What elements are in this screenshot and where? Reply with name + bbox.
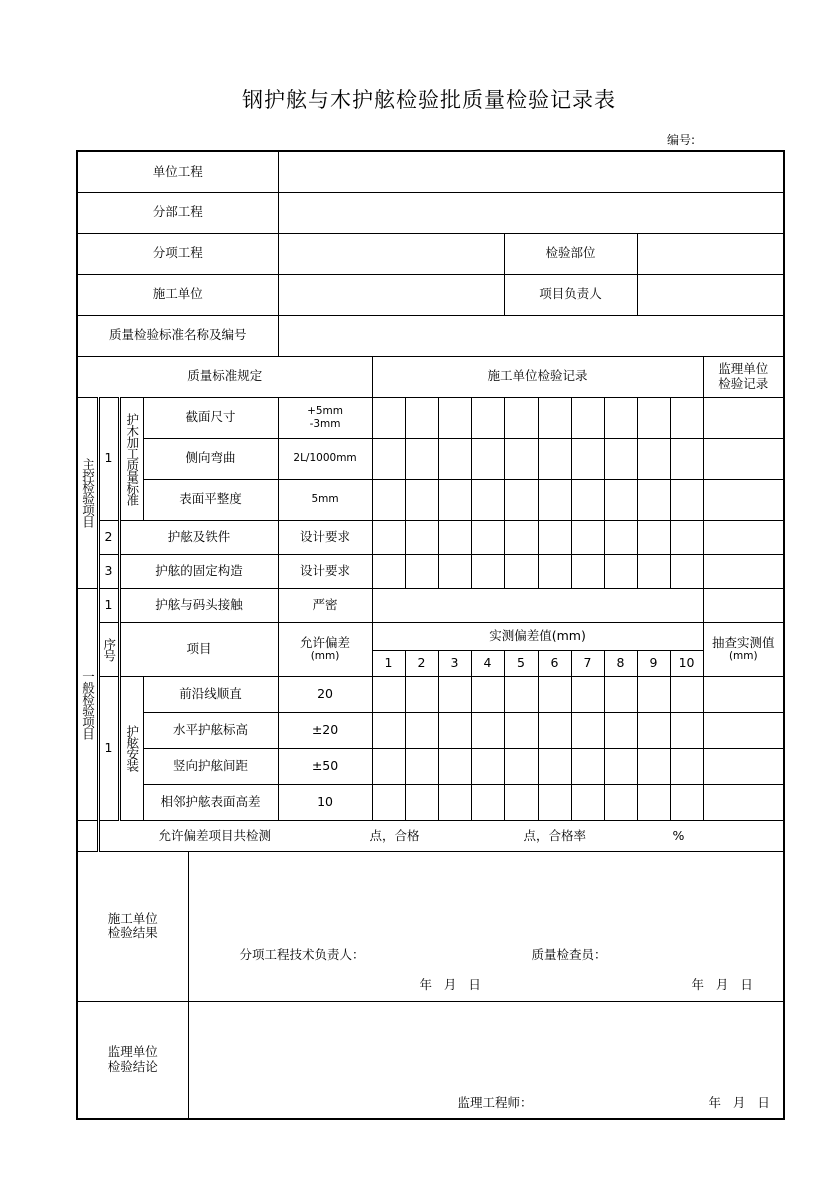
record-cell[interactable] [538, 520, 571, 554]
record-cell[interactable] [604, 712, 637, 748]
summary-text1: 允许偏差项目共检测 [158, 827, 272, 843]
record-cell[interactable] [571, 554, 604, 588]
record-cell[interactable] [670, 554, 703, 588]
measured-header: 实测偏差值(mm) [372, 622, 703, 650]
item-value: 2L/1000mm [278, 438, 372, 479]
record-cell[interactable] [438, 438, 471, 479]
record-cell[interactable] [405, 479, 438, 520]
record-cell[interactable] [538, 784, 571, 820]
main-control-label [77, 397, 98, 588]
record-cell[interactable] [504, 748, 538, 784]
item-no: 2 [98, 520, 119, 554]
record-cell[interactable] [637, 676, 670, 712]
supervisor-conclusion-field[interactable] [188, 1001, 784, 1119]
measure-number: 2 [405, 650, 438, 676]
subitem-project-field[interactable] [278, 233, 504, 274]
item-name: 前沿线顺直 [143, 676, 278, 712]
supervisor-cell[interactable] [703, 479, 784, 520]
record-cell[interactable] [438, 712, 471, 748]
measure-number: 4 [471, 650, 504, 676]
measure-number: 1 [372, 650, 405, 676]
record-cell[interactable] [538, 676, 571, 712]
record-cell[interactable] [604, 438, 637, 479]
record-cell[interactable] [637, 438, 670, 479]
record-cell[interactable] [438, 479, 471, 520]
main-control-text: 主控检验项目 [80, 458, 96, 527]
record-cell[interactable] [637, 520, 670, 554]
project-leader-field[interactable] [637, 274, 784, 315]
record-cell[interactable] [471, 712, 504, 748]
measure-number: 3 [438, 650, 471, 676]
record-cell[interactable] [604, 784, 637, 820]
contact-name: 护舷与码头接触 [119, 588, 278, 622]
record-cell[interactable] [670, 479, 703, 520]
record-cell[interactable] [504, 438, 538, 479]
division-project-label: 分部工程 [77, 192, 278, 233]
item-name: 侧向弯曲 [143, 438, 278, 479]
record-cell[interactable] [504, 520, 538, 554]
date-2: 年 月 日 [691, 976, 753, 992]
construction-record-header: 施工单位检验记录 [372, 356, 703, 397]
record-cell[interactable] [571, 676, 604, 712]
record-cell[interactable] [471, 784, 504, 820]
record-cell[interactable] [438, 554, 471, 588]
unit-project-field[interactable] [278, 151, 784, 192]
supervisor-cell[interactable] [703, 397, 784, 438]
record-cell[interactable] [670, 438, 703, 479]
record-cell[interactable] [604, 479, 637, 520]
supervisor-cell[interactable] [703, 588, 784, 622]
record-cell[interactable] [637, 479, 670, 520]
contact-value: 严密 [278, 588, 372, 622]
item-value: 设计要求 [278, 554, 372, 588]
record-cell[interactable] [504, 554, 538, 588]
record-cell[interactable] [670, 520, 703, 554]
group-label-text: 护舷安装 [124, 725, 140, 771]
construction-unit-label: 施工单位 [77, 274, 278, 315]
general-label-text: 一般检验项目 [80, 669, 96, 739]
item-name: 水平护舷标高 [143, 712, 278, 748]
tolerance-unit: (mm) [310, 650, 340, 663]
record-cell[interactable] [571, 712, 604, 748]
record-cell[interactable] [504, 479, 538, 520]
engineer-label: 监理工程师： [457, 1094, 533, 1110]
item-name: 表面平整度 [143, 479, 278, 520]
record-cell[interactable] [471, 520, 504, 554]
record-cell[interactable] [637, 712, 670, 748]
seq-header [98, 622, 119, 676]
record-cell[interactable] [438, 397, 471, 438]
record-cell[interactable] [504, 784, 538, 820]
group1-label [119, 397, 143, 520]
inspection-location-label: 检验部位 [504, 233, 637, 274]
record-cell[interactable] [670, 712, 703, 748]
record-cell[interactable] [372, 784, 405, 820]
measure-number: 10 [670, 650, 703, 676]
item-value-line1: +5mm [307, 405, 343, 418]
record-cell[interactable] [504, 676, 538, 712]
item-name: 护舷的固定构造 [119, 554, 278, 588]
inspection-form [76, 150, 785, 1120]
record-cell[interactable] [471, 438, 504, 479]
record-cell[interactable] [571, 748, 604, 784]
item-value: 5mm [278, 479, 372, 520]
measure-number: 7 [571, 650, 604, 676]
record-cell[interactable] [372, 588, 703, 622]
item-no: 3 [98, 554, 119, 588]
item-value: ±50 [278, 748, 372, 784]
item-value: ±20 [278, 712, 372, 748]
record-cell[interactable] [405, 712, 438, 748]
supervisor-cell[interactable] [703, 438, 784, 479]
record-cell[interactable] [670, 676, 703, 712]
record-cell[interactable] [538, 712, 571, 748]
record-cell[interactable] [438, 748, 471, 784]
sample-header [703, 622, 784, 676]
construction-unit-field[interactable] [278, 274, 504, 315]
supervisor-conclusion-text: 监理单位检验结论 [107, 1044, 158, 1074]
measure-number: 9 [637, 650, 670, 676]
record-cell[interactable] [571, 479, 604, 520]
general-label [77, 588, 98, 820]
sample-text: 抽查实测值 [712, 634, 775, 650]
tolerance-text: 允许偏差 [300, 634, 351, 650]
record-cell[interactable] [604, 520, 637, 554]
record-cell[interactable] [538, 397, 571, 438]
record-cell[interactable] [604, 554, 637, 588]
quality-standard-header: 质量标准规定 [77, 356, 372, 397]
record-cell[interactable] [372, 479, 405, 520]
record-cell[interactable] [571, 784, 604, 820]
group-label [119, 676, 143, 820]
summary-blank [77, 820, 98, 851]
summary-text2: 点，合格 [369, 827, 420, 843]
measure-number: 6 [538, 650, 571, 676]
record-cell[interactable] [571, 397, 604, 438]
code-label: 编号: [667, 133, 696, 147]
supervisor-conclusion-label [77, 1001, 188, 1119]
record-cell[interactable] [438, 676, 471, 712]
supervisor-cell[interactable] [703, 520, 784, 554]
item-header: 项目 [119, 622, 278, 676]
record-cell[interactable] [604, 397, 637, 438]
measure-number: 5 [504, 650, 538, 676]
standard-name-field[interactable] [278, 315, 784, 356]
record-cell[interactable] [405, 438, 438, 479]
group-no: 1 [98, 676, 119, 820]
construction-result-field[interactable] [188, 851, 784, 1001]
supervisor-cell[interactable] [703, 748, 784, 784]
supervisor-record-header [703, 356, 784, 397]
record-cell[interactable] [405, 748, 438, 784]
record-cell[interactable] [372, 554, 405, 588]
supervisor-cell[interactable] [703, 712, 784, 748]
item-value: 设计要求 [278, 520, 372, 554]
item-name: 护舷及铁件 [119, 520, 278, 554]
tolerance-header [278, 622, 372, 676]
record-cell[interactable] [438, 520, 471, 554]
inspection-location-field[interactable] [637, 233, 784, 274]
record-cell[interactable] [604, 748, 637, 784]
record-cell[interactable] [471, 748, 504, 784]
item-value [278, 397, 372, 438]
summary-row [98, 820, 784, 851]
sample-unit: (mm) [728, 650, 758, 663]
subitem-project-label: 分项工程 [77, 233, 278, 274]
record-cell[interactable] [538, 554, 571, 588]
record-cell[interactable] [504, 712, 538, 748]
record-cell[interactable] [405, 676, 438, 712]
record-cell[interactable] [571, 438, 604, 479]
record-cell[interactable] [670, 397, 703, 438]
record-cell[interactable] [637, 748, 670, 784]
supervisor-record-text: 监理单位检验记录 [718, 361, 769, 391]
measure-number: 8 [604, 650, 637, 676]
record-cell[interactable] [670, 784, 703, 820]
project-leader-label: 项目负责人 [504, 274, 637, 315]
group1-no: 1 [98, 397, 119, 520]
record-cell[interactable] [538, 748, 571, 784]
summary-text4: % [672, 827, 685, 843]
unit-project-label: 单位工程 [77, 151, 278, 192]
item-value-line2: -3mm [309, 417, 341, 430]
record-cell[interactable] [405, 397, 438, 438]
inspector-label: 质量检查员： [531, 946, 607, 962]
record-cell[interactable] [372, 397, 405, 438]
record-cell[interactable] [372, 438, 405, 479]
item-name: 相邻护舷表面高差 [143, 784, 278, 820]
record-cell[interactable] [538, 438, 571, 479]
supervisor-cell[interactable] [703, 784, 784, 820]
record-cell[interactable] [372, 676, 405, 712]
record-cell[interactable] [438, 784, 471, 820]
record-cell[interactable] [637, 554, 670, 588]
record-cell[interactable] [372, 712, 405, 748]
item-name: 竖向护舷间距 [143, 748, 278, 784]
record-cell[interactable] [372, 748, 405, 784]
record-cell[interactable] [571, 520, 604, 554]
seq-header-text: 序号 [101, 637, 117, 661]
summary-text3: 点，合格率 [523, 827, 587, 843]
group1-label-text: 护木加工质量标准 [124, 412, 140, 505]
item-name: 截面尺寸 [143, 397, 278, 438]
supervisor-cell[interactable] [703, 676, 784, 712]
page-title: 钢护舷与木护舷检验批质量检验记录表 [242, 88, 616, 112]
record-cell[interactable] [504, 397, 538, 438]
record-cell[interactable] [471, 479, 504, 520]
standard-name-label: 质量检验标准名称及编号 [77, 315, 278, 356]
record-cell[interactable] [471, 676, 504, 712]
record-cell[interactable] [405, 784, 438, 820]
construction-result-label [77, 851, 188, 1001]
item-value: 20 [278, 676, 372, 712]
record-cell[interactable] [637, 397, 670, 438]
record-cell[interactable] [604, 676, 637, 712]
date-1: 年 月 日 [419, 976, 481, 992]
record-cell[interactable] [405, 554, 438, 588]
tech-leader-label: 分项工程技术负责人： [239, 946, 365, 962]
supervisor-cell[interactable] [703, 554, 784, 588]
record-cell[interactable] [670, 748, 703, 784]
division-project-field[interactable] [278, 192, 784, 233]
record-cell[interactable] [538, 479, 571, 520]
record-cell[interactable] [372, 520, 405, 554]
item-value: 10 [278, 784, 372, 820]
record-cell[interactable] [637, 784, 670, 820]
date-3: 年 月 日 [708, 1094, 770, 1110]
record-cell[interactable] [405, 520, 438, 554]
contact-no: 1 [98, 588, 119, 622]
construction-result-text: 施工单位检验结果 [107, 910, 158, 940]
record-cell[interactable] [471, 397, 504, 438]
record-cell[interactable] [471, 554, 504, 588]
